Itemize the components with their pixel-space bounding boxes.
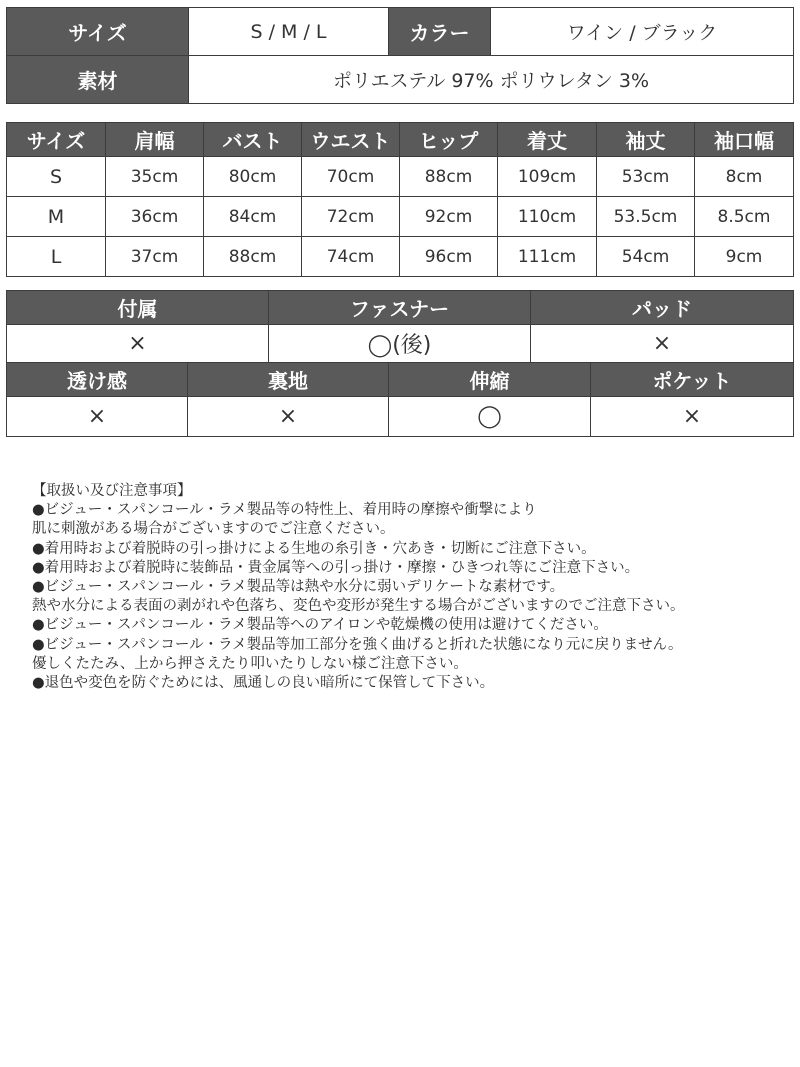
note-line: 熱や水分による表面の剥がれや色落ち、変色や変形が発生する場合がございますのでご注意下さい。 — [32, 598, 685, 615]
header-waist: ウエスト — [302, 123, 400, 157]
material-label: 素材 — [7, 56, 189, 104]
material-value: ポリエステル 97% ポリウレタン 3% — [189, 56, 794, 104]
waist-value: 72cm — [302, 197, 400, 237]
note-line: ●退色や変色を防ぐためには、風通しの良い暗所にて保管して下さい。 — [32, 675, 495, 692]
bust-value: 88cm — [204, 237, 302, 277]
note-line: ●着用時および着脱時の引っ掛けによる生地の糸引き・穴あき・切断にご注意下さい。 — [32, 540, 596, 557]
size-table — [6, 122, 794, 277]
attributes-table-2 — [6, 362, 794, 437]
size-value: S / M / L — [189, 8, 389, 56]
hip-value: 96cm — [400, 237, 498, 277]
color-label: カラー — [389, 8, 491, 56]
note-line: ●着用時および着脱時に装飾品・貴金属等への引っ掛け・摩擦・ひきつれ等にご注意下さい。 — [32, 559, 640, 576]
header-pad: パッド — [531, 291, 794, 325]
note-line: ●ビジュー・スパンコール・ラメ製品等の特性上、着用時の摩擦や衝撃により — [32, 502, 537, 519]
sleeve-value: 54cm — [597, 237, 695, 277]
header-accessory: 付属 — [7, 291, 269, 325]
waist-value: 74cm — [302, 237, 400, 277]
pocket-value: × — [591, 397, 794, 437]
table-row — [7, 197, 794, 237]
header-zipper: ファスナー — [269, 291, 531, 325]
table-row — [7, 237, 794, 277]
hip-value: 92cm — [400, 197, 498, 237]
spec-table — [6, 7, 794, 104]
size-table-header — [7, 123, 794, 157]
length-value: 109cm — [498, 157, 597, 197]
length-value: 110cm — [498, 197, 597, 237]
hip-value: 88cm — [400, 157, 498, 197]
note-line: 優しくたたみ、上から押さえたり叩いたりしない様ご注意下さい。 — [32, 655, 468, 672]
note-line: ●ビジュー・スパンコール・ラメ製品等へのアイロンや乾燥機の使用は避けてください。 — [32, 617, 608, 634]
cuff-value: 8cm — [695, 157, 794, 197]
header-cuff: 袖口幅 — [695, 123, 794, 157]
notes-heading: 【取扱い及び注意事項】 — [32, 483, 192, 499]
header-shoulder: 肩幅 — [106, 123, 204, 157]
attributes-table-1 — [6, 290, 794, 363]
row-size: L — [7, 237, 106, 277]
header-sleeve: 袖丈 — [597, 123, 695, 157]
cuff-value: 8.5cm — [695, 197, 794, 237]
color-value: ワイン / ブラック — [491, 8, 794, 56]
transparency-value: × — [7, 397, 188, 437]
lining-value: × — [188, 397, 389, 437]
size-label: サイズ — [7, 8, 189, 56]
header-bust: バスト — [204, 123, 302, 157]
note-line: 肌に刺激がある場合がございますのでご注意ください。 — [32, 521, 395, 538]
zipper-value: ◯(後) — [269, 325, 531, 363]
bust-value: 84cm — [204, 197, 302, 237]
header-hip: ヒップ — [400, 123, 498, 157]
shoulder-value: 36cm — [106, 197, 204, 237]
header-transparency: 透け感 — [7, 363, 188, 397]
header-length: 着丈 — [498, 123, 597, 157]
accessory-value: × — [7, 325, 269, 363]
note-line: ●ビジュー・スパンコール・ラメ製品等は熱や水分に弱いデリケートな素材です。 — [32, 579, 565, 596]
note-line: ●ビジュー・スパンコール・ラメ製品等加工部分を強く曲げると折れた状態になり元に戻りません。 — [32, 636, 683, 653]
sleeve-value: 53cm — [597, 157, 695, 197]
row-size: M — [7, 197, 106, 237]
bust-value: 80cm — [204, 157, 302, 197]
length-value: 111cm — [498, 237, 597, 277]
sleeve-value: 53.5cm — [597, 197, 695, 237]
stretch-value: ◯ — [389, 397, 591, 437]
cuff-value: 9cm — [695, 237, 794, 277]
row-size: S — [7, 157, 106, 197]
header-size: サイズ — [7, 123, 106, 157]
header-pocket: ポケット — [591, 363, 794, 397]
care-notes — [32, 482, 792, 693]
table-row — [7, 157, 794, 197]
shoulder-value: 35cm — [106, 157, 204, 197]
header-stretch: 伸縮 — [389, 363, 591, 397]
pad-value: × — [531, 325, 794, 363]
waist-value: 70cm — [302, 157, 400, 197]
header-lining: 裏地 — [188, 363, 389, 397]
shoulder-value: 37cm — [106, 237, 204, 277]
